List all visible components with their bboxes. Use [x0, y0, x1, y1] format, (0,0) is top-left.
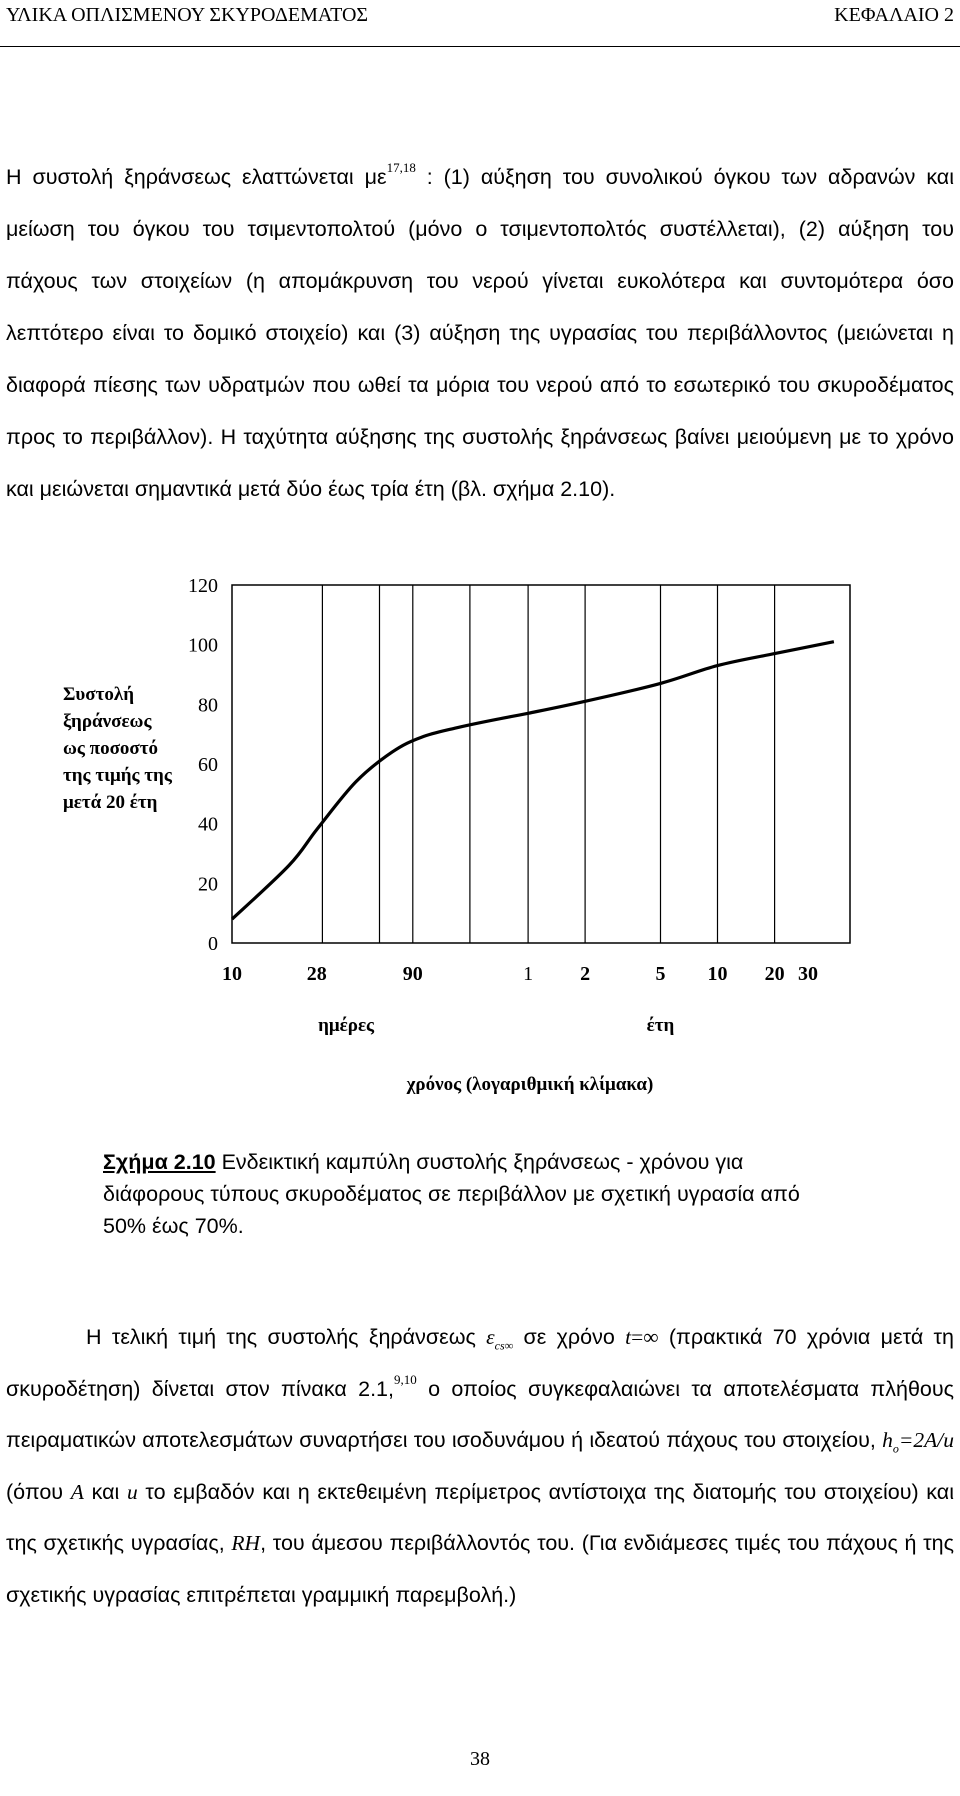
thickness-formula: =2A/u	[898, 1428, 954, 1452]
thickness-symbol: h	[882, 1428, 893, 1452]
page-number: 38	[470, 1748, 490, 1770]
y-axis-label-line: της τιμής της	[63, 765, 172, 786]
paragraph-text: , του άμεσου περιβάλλοντός του. (Για ενδιάμεσες τιμές του πάχους ή της σχετικής υγρασίας επιτρέπεται γραμμική παρεμβολή.)	[6, 1531, 954, 1607]
caption-text: Ενδεικτική καμπύλη συστολής ξηράνσεως - χρόνου για διάφορους τύπους σκυροδέματος σε περιβάλλον με σχετική υγρασία από 50% έως 70%.	[103, 1150, 800, 1238]
paragraph-text: (όπου	[6, 1479, 71, 1504]
y-axis-label-line: Συστολή	[63, 684, 134, 705]
relative-humidity-symbol: RH	[231, 1531, 261, 1555]
area-symbol: A	[70, 1479, 84, 1504]
paragraph-text: : (1) αύξηση του συνολικού όγκου των αδρανών και μείωση του όγκου του τσιμεντοπολτού (μόνο ο τσιμεντοπολτός συστέλλεται), (2) αύξηση του πάχους των στοιχείων (η απομάκρυνση του νερού γίνεται ευκολότερα και συντομότερα όσο λεπτότερο είναι το δομικό στοιχείο) και (3) αύξηση της υγρασίας του περιβάλλοντος (μειώνεται η διαφορά πίεσης των υδρατμών που ωθεί τα μόρια του νερού από το εσωτερικό του σκυροδέματος προς το περιβάλλον). Η ταχύτητα αύξησης της συστολής ξηράνσεως βαίνει μειούμενη με το χρόνο και μειώνεται σημαντικά μετά δύο έως τρία έτη (βλ. σχήμα 2.10).	[6, 165, 955, 501]
caption-label: Σχήμα 2.10	[103, 1150, 216, 1174]
paragraph-text: Η συστολή ξηράνσεως ελαττώνεται με	[6, 165, 387, 189]
y-axis-label-line: ξηράνσεως	[63, 711, 152, 732]
y-tick-label: 100	[188, 634, 218, 657]
running-header-chapter: ΚΕΦΑΛΑΙΟ 2	[834, 4, 954, 26]
paragraph-shrinkage-factors	[6, 151, 954, 515]
paragraph-text: το εμβαδόν και η εκτεθειμένη περίμετρος αντίστοιχα της διατομής του στοιχείου) και της σχετικής υγρασίας,	[6, 1479, 955, 1555]
y-tick-label: 20	[198, 873, 218, 896]
figure-caption	[103, 1146, 843, 1242]
thickness-subscript: o	[892, 1441, 899, 1456]
paragraph-text: και	[83, 1479, 127, 1504]
running-header-title: ΥΛΙΚΑ ΟΠΛΙΣΜΕΝΟΥ ΣΚΥΡΟΔΕΜΑΤΟΣ	[6, 4, 369, 26]
epsilon-symbol: ε	[486, 1325, 495, 1349]
x-tick-label: 28	[306, 963, 327, 985]
x-tick-label: 5	[655, 963, 666, 985]
perimeter-symbol: u	[126, 1479, 138, 1504]
reference-superscript: 9,10	[393, 1371, 417, 1387]
x-group-label-days: ημέρες	[318, 1015, 375, 1036]
infinity-expression: =∞	[631, 1325, 659, 1349]
x-tick-label: 2	[580, 963, 591, 985]
x-tick-label: 90	[402, 963, 423, 985]
x-tick-label: 10	[222, 963, 242, 985]
paragraph-final-shrinkage	[6, 1312, 954, 1621]
header-rule	[0, 46, 960, 47]
time-variable: t	[625, 1325, 632, 1349]
x-tick-label: 30	[798, 963, 818, 985]
y-tick-label: 80	[198, 694, 218, 717]
y-tick-label: 120	[188, 575, 218, 597]
paragraph-text: (πρακτικά 70 χρόνια μετά τη σκυροδέτηση) δίνεται στον πίνακα 2.1,	[6, 1325, 954, 1401]
paragraph-text: σε χρόνο	[513, 1325, 626, 1349]
x-group-label-years: έτη	[646, 1015, 675, 1036]
x-axis-title: χρόνος (λογαριθμική κλίμακα)	[406, 1074, 654, 1095]
epsilon-subscript: cs∞	[494, 1338, 514, 1353]
reference-superscript: 17,18	[386, 160, 416, 175]
shrinkage-time-chart	[0, 560, 960, 1140]
paragraph-text: Η τελική τιμή της συστολής ξηράνσεως	[86, 1325, 487, 1349]
y-tick-label: 60	[198, 754, 218, 776]
figure-2-10	[0, 560, 960, 1140]
y-axis-label-line: ως ποσοστό	[63, 738, 158, 759]
x-tick-label: 1	[523, 963, 534, 985]
x-tick-label: 10	[707, 963, 728, 985]
y-tick-label: 40	[198, 813, 218, 836]
plot-frame	[232, 585, 850, 943]
y-axis-label-line: μετά 20 έτη	[63, 792, 158, 813]
y-tick-label: 0	[208, 933, 218, 955]
paragraph-text: ο οποίος συγκεφαλαιώνει τα αποτελέσματα πλήθους πειραματικών αποτελεσμάτων συναρτήσει του ισοδυνάμου ή ιδεατού πάχους του στοιχείου,	[6, 1376, 954, 1452]
x-tick-label: 20	[764, 963, 785, 985]
